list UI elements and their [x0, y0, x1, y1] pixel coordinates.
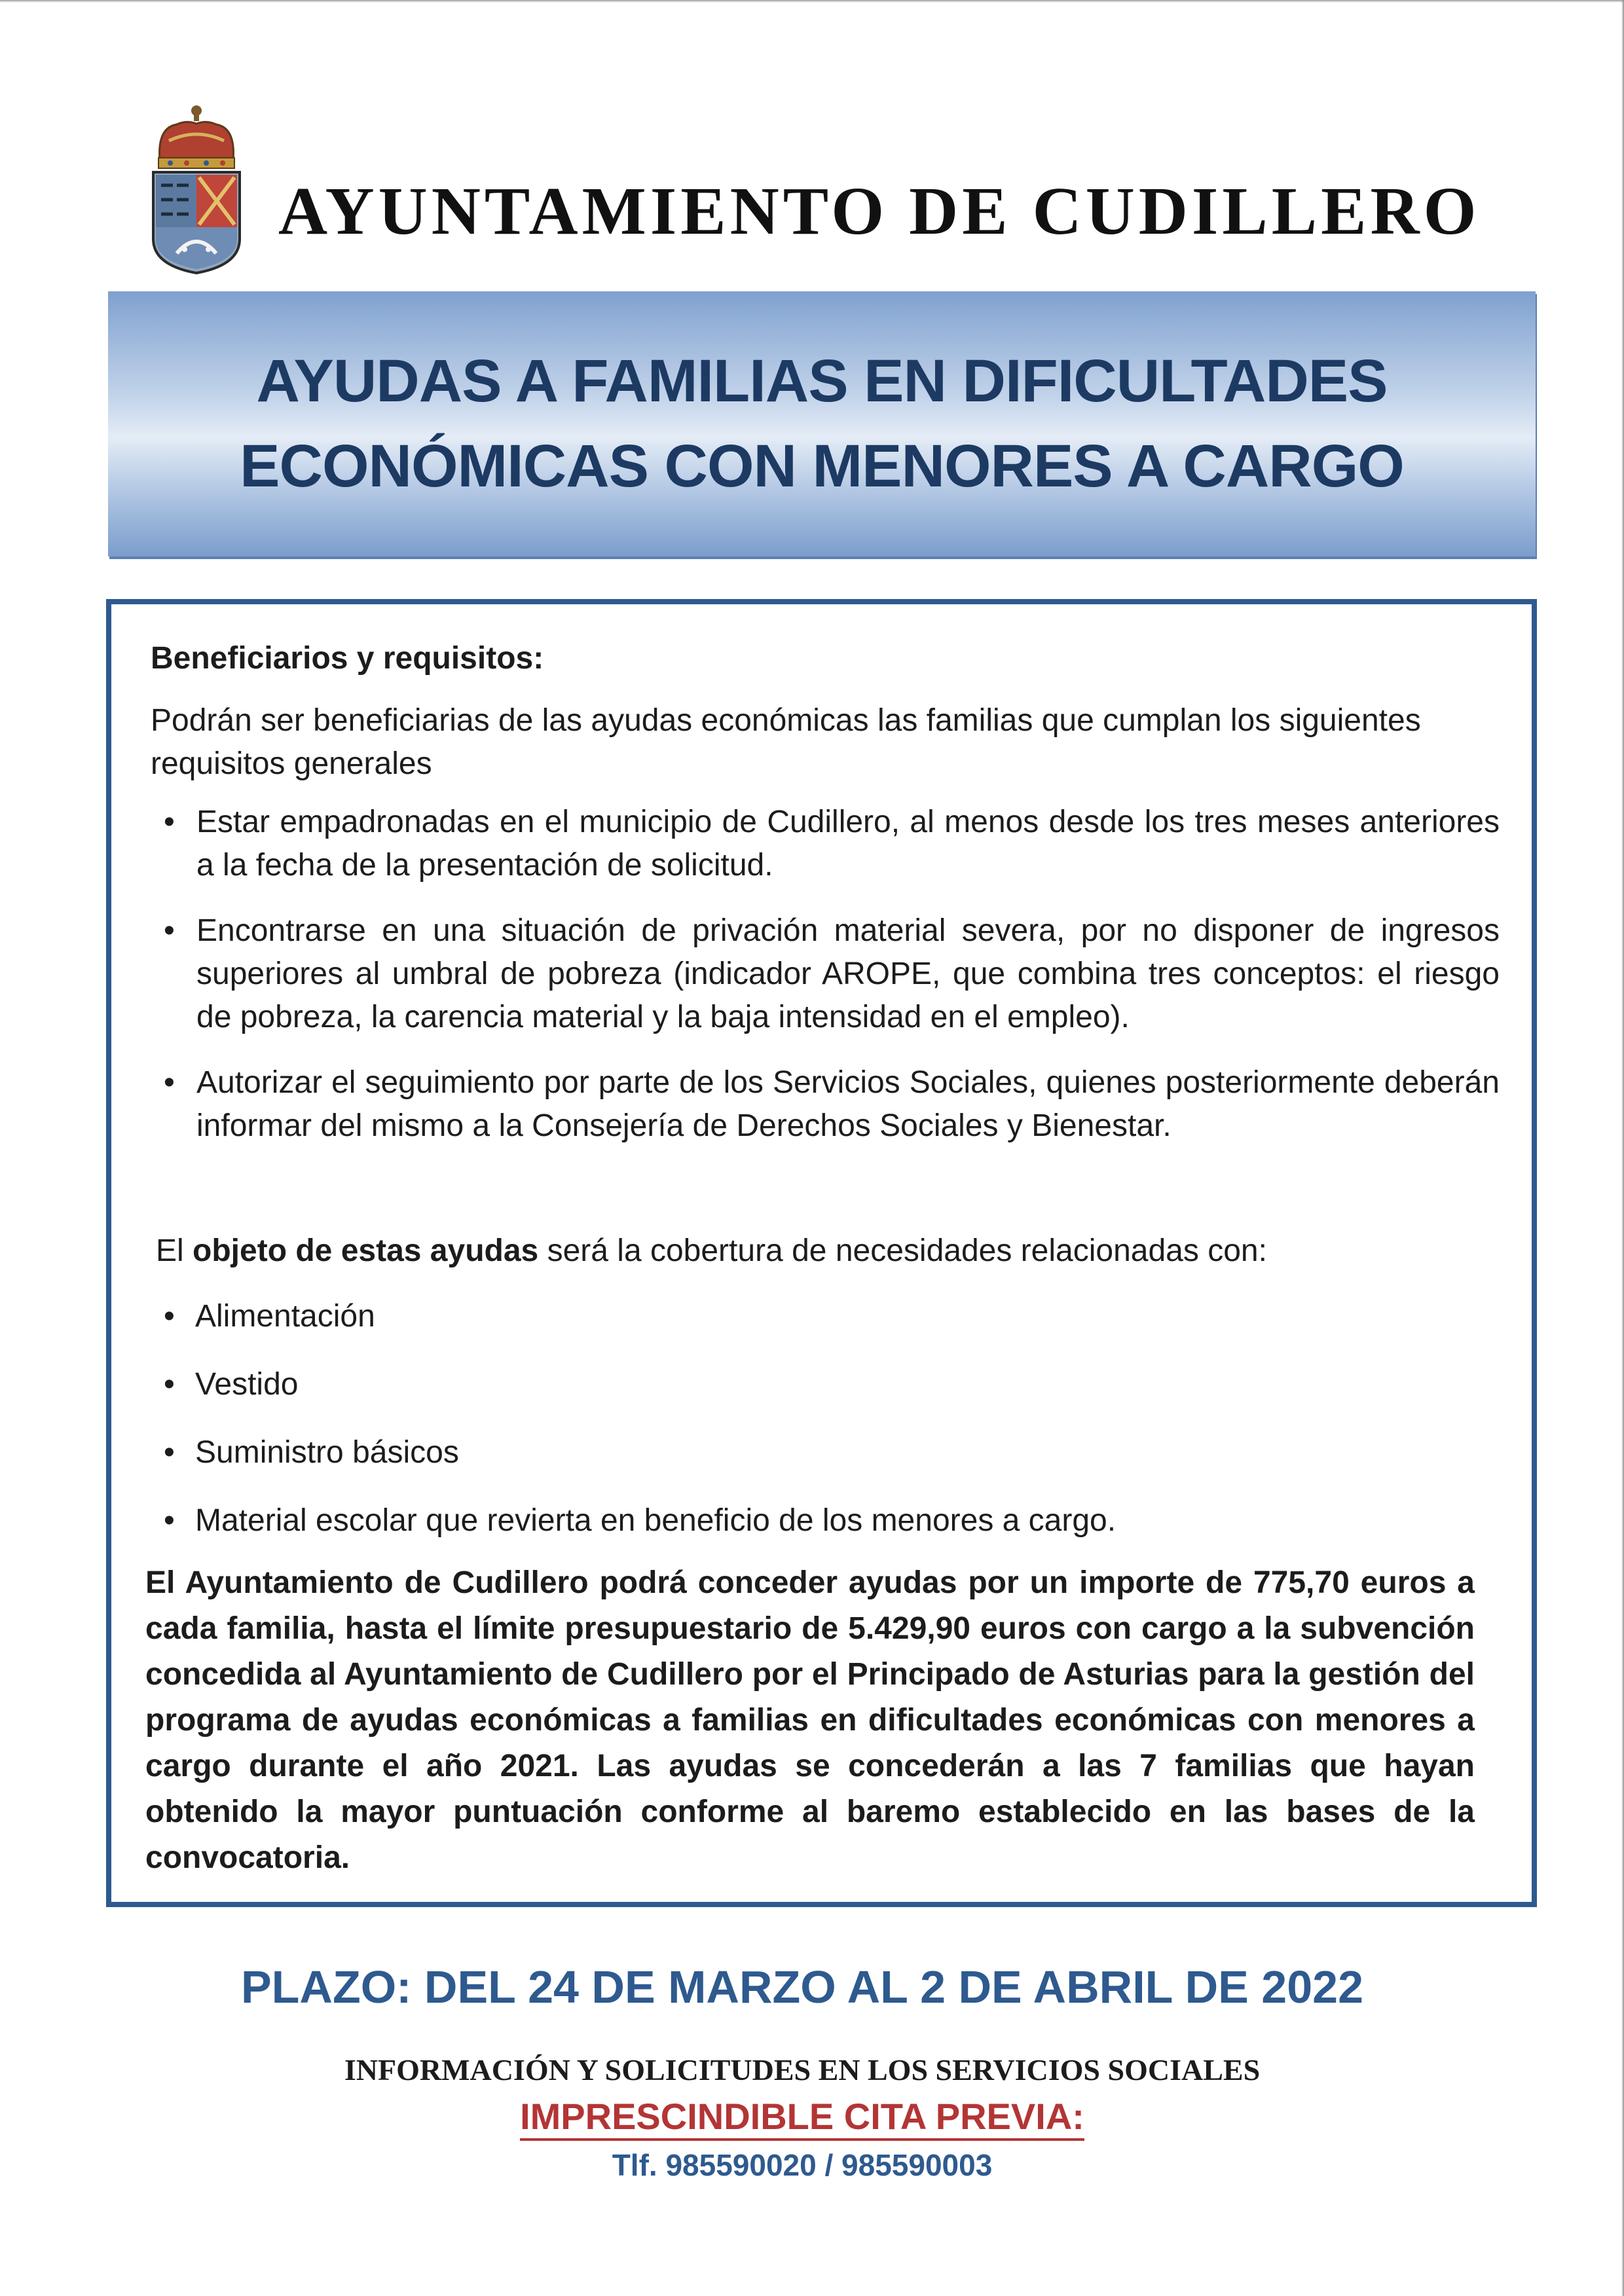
objeto-item-text: Suministro básicos [195, 1435, 459, 1470]
requirement-text: Encontrarse en una situación de privación material severa, por no disponer de ingresos superiores al umbral de pobreza (indicador AROPE, que combina tres conceptos: el riesgo de pobreza, la carencia material y la baja intensidad en el empleo). [196, 913, 1500, 1034]
list-item [151, 1363, 1116, 1431]
bullet-dot: • [164, 1503, 175, 1538]
requirements-box [106, 599, 1537, 1907]
deadline-text: PLAZO: DEL 24 DE MARZO AL 2 DE ABRIL DE 2022 [240, 1961, 1364, 2013]
list-item [151, 1431, 1116, 1499]
appointment-notice [0, 2095, 1604, 2138]
banner-title-line-2: ECONÓMICAS CON MENORES A CARGO [240, 433, 1404, 500]
objeto-sentence [156, 1230, 1267, 1273]
objeto-item-text: Vestido [195, 1367, 299, 1402]
appointment-notice-text: IMPRESCINDIBLE CITA PREVIA: [520, 2096, 1084, 2141]
intro-paragraph: Podrán ser beneficiarias de las ayudas económicas las familias que cumplan los siguientes requisitos generales [151, 703, 1421, 781]
bullet-dot: • [164, 1065, 175, 1100]
title-banner [108, 291, 1536, 556]
funding-paragraph: El Ayuntamiento de Cudillero podrá conceder ayudas por un importe de 775,70 euros a cada familia, hasta el límite presupuestario de 5.429,90 euros con cargo a la subvención concedida al Ayuntamiento de Cudillero por el Principado de Asturias para la gestión del programa de ayudas económicas a familias en dificultades económicas con menores a cargo durante el año 2021. Las ayudas se concederán a las 7 familias que hayan obtenido la mayor puntuación conforme al baremo establecido en las bases de la convocatoria. [145, 1565, 1475, 1875]
bullet-dot: • [164, 1299, 175, 1334]
banner-title-line-1: AYUDAS A FAMILIAS EN DIFICULTADES [256, 348, 1388, 414]
phone-numbers: Tlf. 985590020 / 985590003 [612, 2148, 993, 2182]
coat-of-arms-icon [151, 101, 242, 275]
requirement-text: Estar empadronadas en el municipio de Cudillero, al menos desde los tres meses anteriores a la fecha de la presentación de solicitud. [196, 805, 1500, 883]
objeto-item-text: Alimentación [195, 1299, 375, 1334]
bullet-dot: • [164, 1435, 175, 1470]
list-item [151, 1061, 1500, 1148]
bullet-dot: • [164, 805, 175, 839]
list-item [151, 1499, 1116, 1567]
organization-name: AYUNTAMIENTO DE CUDILLERO [278, 173, 1481, 249]
info-text: INFORMACIÓN Y SOLICITUDES EN LOS SERVICIOS SOCIALES [344, 2053, 1261, 2086]
objeto-suffix: será la cobertura de necesidades relacionadas con: [547, 1233, 1267, 1268]
list-item [151, 909, 1500, 1039]
section-heading-beneficiarios: Beneficiarios y requisitos: [151, 641, 544, 676]
scan-edge-right [1621, 0, 1624, 2296]
bullet-dot: • [164, 1367, 175, 1402]
bullet-dot: • [164, 913, 175, 948]
objeto-list [151, 1295, 1116, 1567]
scan-edge-top [0, 0, 1624, 3]
objeto-prefix: El [156, 1233, 184, 1268]
page-header [151, 101, 1481, 278]
requirement-text: Autorizar el seguimiento por parte de los Servicios Sociales, quienes posteriormente deberán informar del mismo a la Consejería de Derechos Sociales y Bienestar. [196, 1065, 1500, 1143]
objeto-bold: objeto de estas ayudas [193, 1233, 539, 1268]
list-item [151, 1295, 1116, 1363]
objeto-item-text: Material escolar que revierta en beneficio de los menores a cargo. [195, 1503, 1116, 1538]
requirements-list [151, 801, 1500, 1170]
list-item [151, 801, 1500, 887]
